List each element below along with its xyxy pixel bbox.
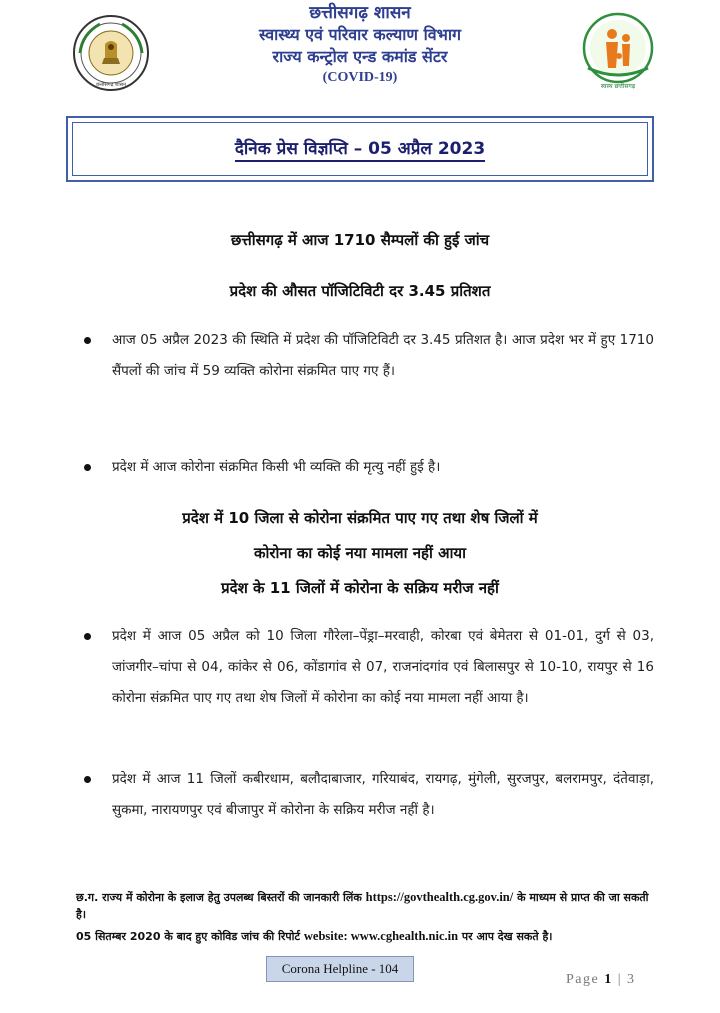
- bullet-text: प्रदेश में आज 11 जिलों कबीरधाम, बलौदाबाजार, गरियाबंद, रायगढ़, मुंगेली, सुरजपुर, बलरामपुर, दंतेवाड़ा, सुकमा, नारायणपुर एवं बीजापुर में कोरोना के सक्रिय मरीज नहीं है।: [112, 771, 654, 818]
- emblem-caption: छत्तीसगढ़ शासन: [96, 82, 126, 88]
- state-emblem-icon: [72, 14, 150, 92]
- beds-info-link[interactable]: https://govthealth.cg.gov.in/: [365, 890, 514, 904]
- headline-positivity: प्रदेश की औसत पॉजिटिविटी दर 3.45 प्रतिशत: [229, 282, 491, 300]
- letterhead: [0, 0, 720, 100]
- covid-tag: (COVID-19): [322, 70, 398, 85]
- bullet-dot-icon: [84, 337, 91, 344]
- headline-samples: छत्तीसगढ़ में आज 1710 सैम्पलों की हुई जांच: [230, 231, 490, 249]
- beds-info-note: छ.ग. राज्य में कोरोना के इलाज हेतु उपलब्ध बिस्तरों की जानकारी लिंक https://govthealth.cg.gov.in/ के माध्यम से प्राप्त की जा सकती है।: [76, 890, 649, 921]
- bullet-deaths: [86, 452, 654, 483]
- bullet-dot-icon: [84, 464, 91, 471]
- bullet-positivity: [86, 325, 654, 387]
- logo-caption: स्वस्थ छत्तीसगढ़: [600, 83, 636, 90]
- bullet-dot-icon: [84, 633, 91, 640]
- page-number: Page 1 | 3: [566, 972, 636, 987]
- family-logo-icon: [572, 12, 664, 84]
- corona-helpline-box: Corona Helpline - 104: [266, 956, 414, 982]
- headline-districts: प्रदेश में 10 जिला से कोरोना संक्रमित पाए गए तथा शेष जिलों में: [182, 509, 538, 527]
- press-release-title: दैनिक प्रेस विज्ञप्ति – 05 अप्रैल 2023: [235, 139, 485, 162]
- department-heading: [170, 2, 550, 88]
- bullet-text: आज 05 अप्रैल 2023 की स्थिति में प्रदेश की पॉजिटिविटी दर 3.45 प्रतिशत है। आज प्रदेश भर में हुए 1710 सैंपलों की जांच में 59 व्यक्ति कोरोना संक्रमित पाए गए हैं।: [112, 332, 654, 379]
- bullet-district-cases: [86, 621, 654, 714]
- bullet-dot-icon: [84, 776, 91, 783]
- report-website-link[interactable]: website: www.cghealth.nic.in: [303, 929, 459, 943]
- headline-no-new-cases: कोरोना का कोई नया मामला नहीं आया: [253, 544, 467, 562]
- bullet-no-active-districts: [86, 764, 654, 826]
- health-mission-logo: [572, 12, 664, 94]
- bullet-text: प्रदेश में आज 05 अप्रैल को 10 जिला गौरेला–पेंड्रा–मरवाही, कोरबा एवं बेमेतरा से 01-01, दुर्ग से 03, जांजगीर–चांपा से 04, कांकेर से 06, कोंडागांव से 07, राजनांदगांव एवं बिलासपुर से 10-10, रायपुर से 16 कोरोना संक्रमित पाए गए तथा शेष जिलों में कोरोना का कोई नया मामला नहीं आया है।: [112, 628, 654, 706]
- headline-no-active: प्रदेश के 11 जिलों में कोरोना के सक्रिय मरीज नहीं: [221, 579, 499, 597]
- report-info-note: 05 सितम्बर 2020 के बाद हुए कोविड जांच की रिपोर्ट website: www.cghealth.nic.in पर आप देख सकते है।: [76, 929, 553, 943]
- govt-name: छत्तीसगढ़ शासन: [309, 3, 411, 23]
- centre-name: राज्य कन्ट्रोल एन्ड कमांड सेंटर: [272, 47, 448, 66]
- press-release-title-box: [66, 116, 654, 182]
- department-name: स्वास्थ्य एवं परिवार कल्याण विभाग: [258, 25, 462, 44]
- bullet-text: प्रदेश में आज कोरोना संक्रमित किसी भी व्यक्ति की मृत्यु नहीं हुई है।: [112, 459, 441, 475]
